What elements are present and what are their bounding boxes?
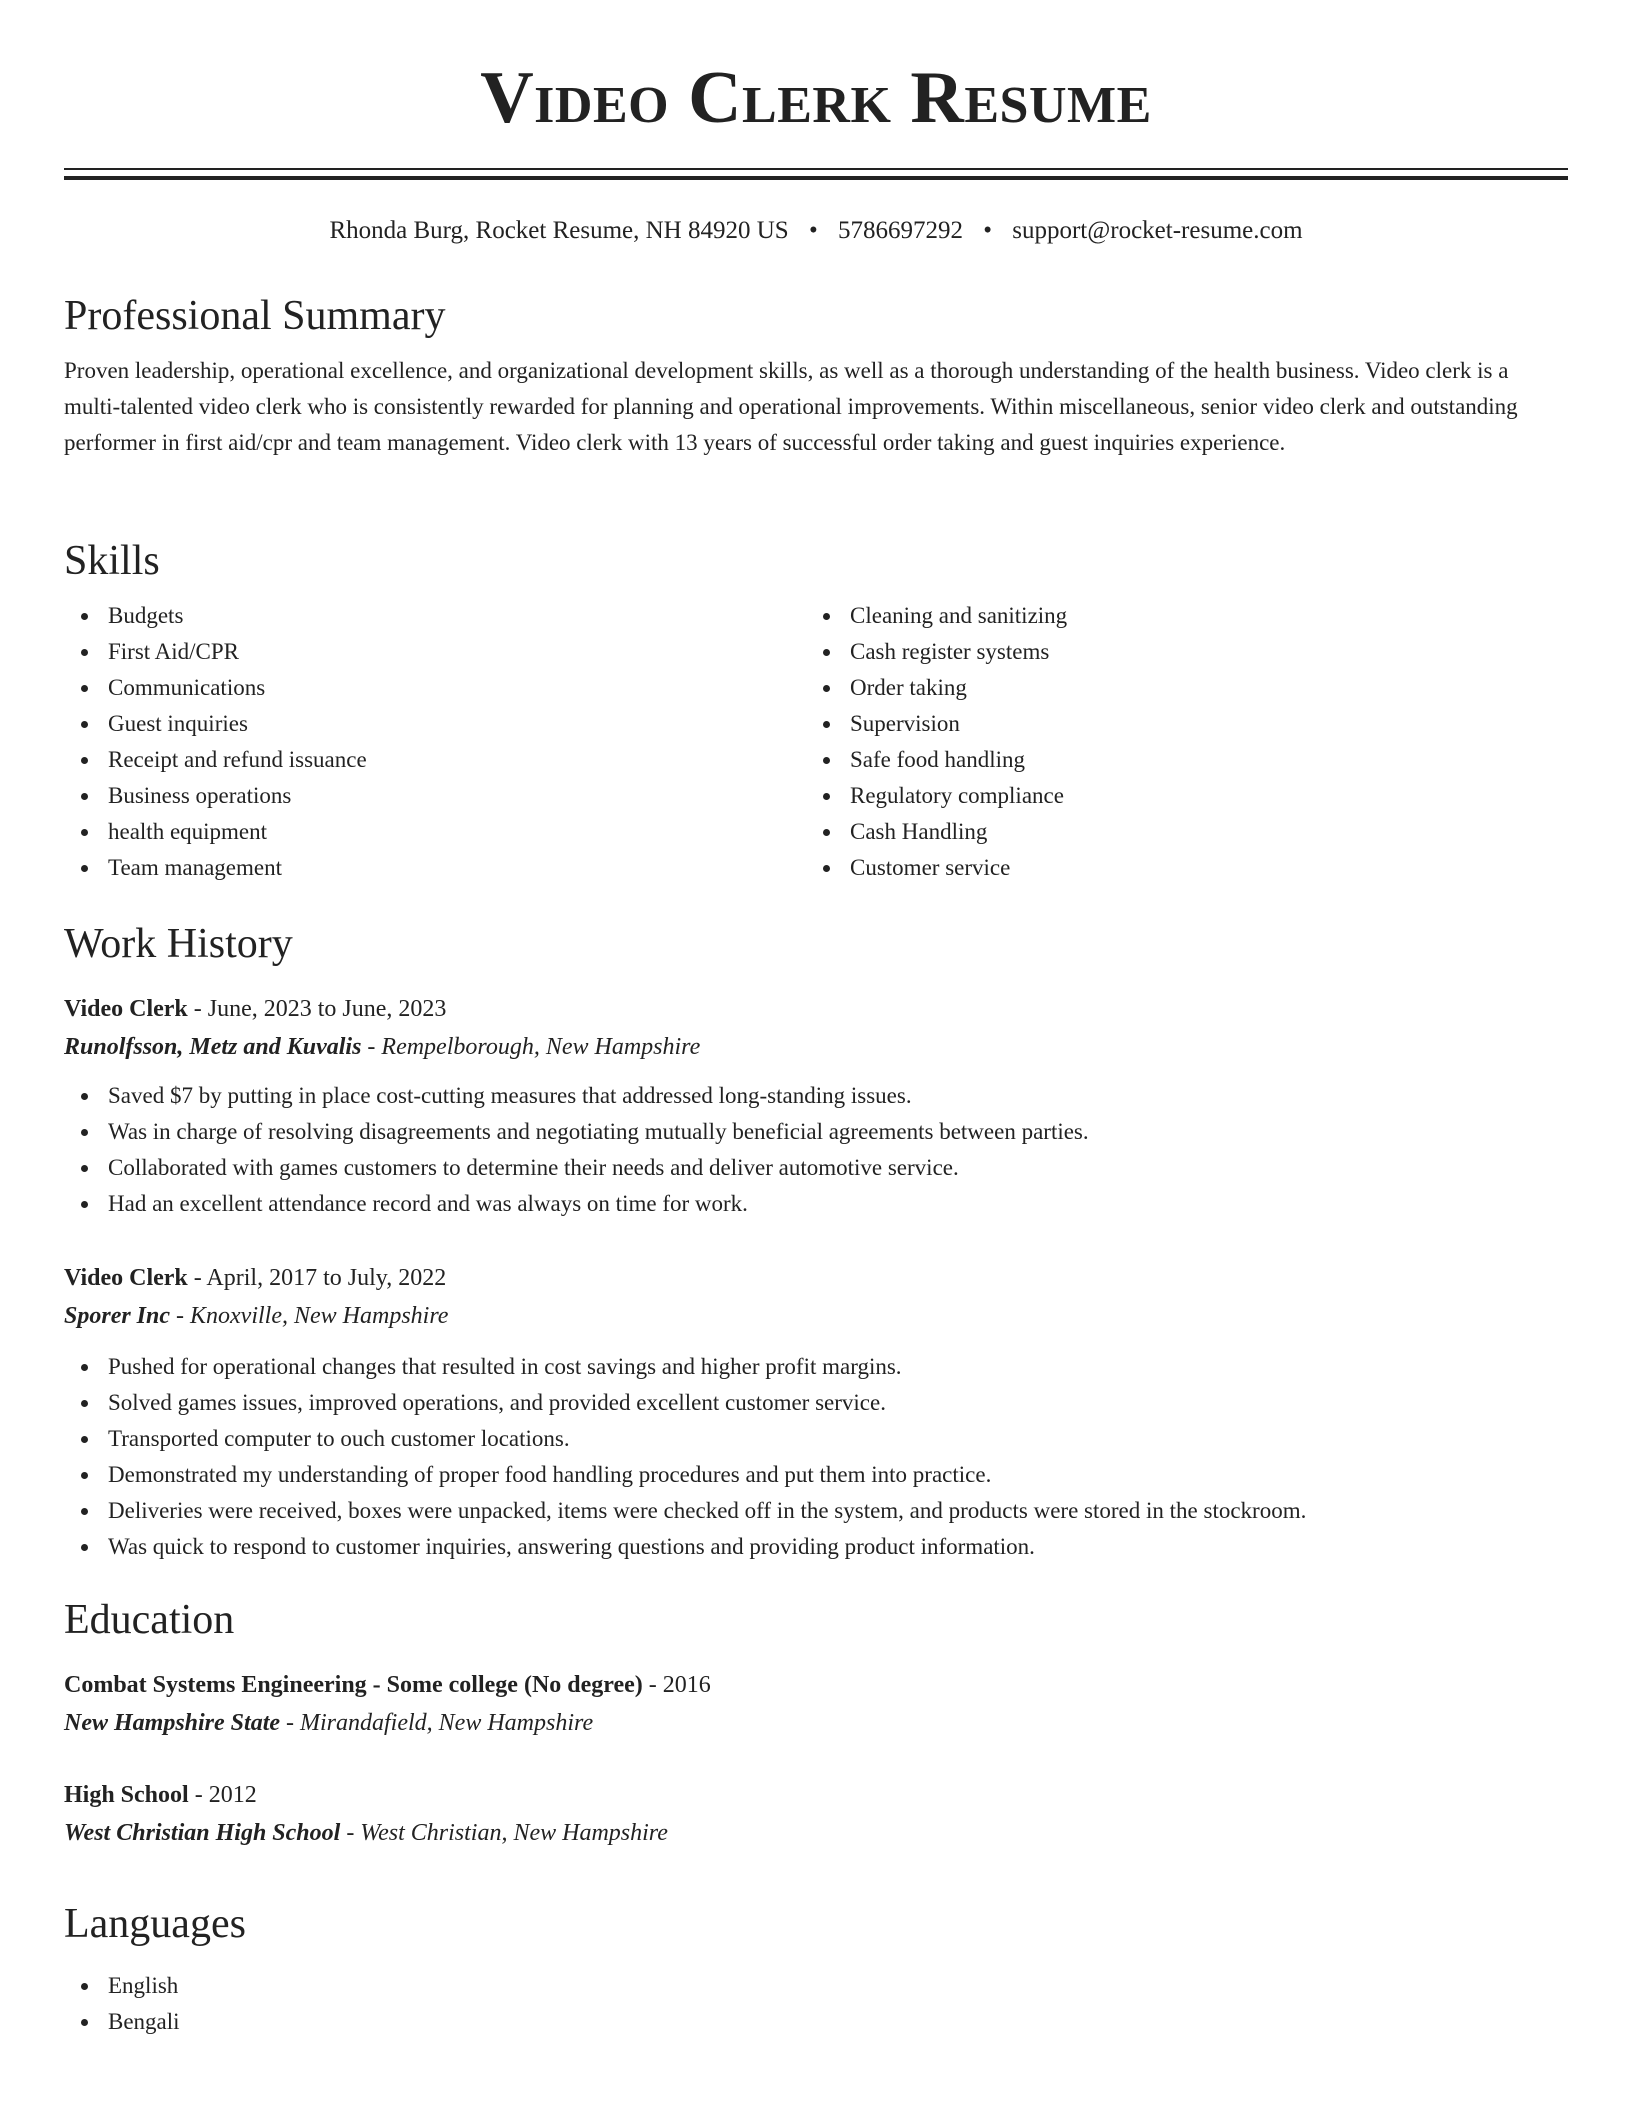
education-degree-line <box>64 1776 1568 1814</box>
education-heading: Education <box>64 1597 235 1643</box>
job-company-line <box>64 1028 1568 1066</box>
job-bullet: Was quick to respond to customer inquiries, answering questions and providing product information. <box>64 1529 1568 1565</box>
job-bullets <box>64 1078 1568 1222</box>
language-item: English <box>64 1968 1568 2004</box>
job-bullet: Was in charge of resolving disagreements and negotiating mutually beneficial agreements between parties. <box>64 1114 1568 1150</box>
languages-heading: Languages <box>64 1901 246 1947</box>
skill-item: Regulatory compliance <box>806 778 1548 814</box>
skill-item: Supervision <box>806 706 1548 742</box>
resume-page <box>64 0 1568 2034</box>
skills-column-left <box>64 598 806 886</box>
education-degree: High School <box>64 1782 189 1808</box>
education-location: - West Christian, New Hampshire <box>340 1820 668 1846</box>
resume-title: Video Clerk Resume <box>480 57 1152 139</box>
skill-item: Communications <box>64 670 806 706</box>
work-section <box>64 918 1568 970</box>
work-heading: Work History <box>64 921 293 967</box>
education-location: - Mirandafield, New Hampshire <box>280 1710 594 1736</box>
job-bullet: Saved $7 by putting in place cost-cutting measures that addressed long-standing issues. <box>64 1078 1568 1114</box>
skill-item: Order taking <box>806 670 1548 706</box>
skill-item: Receipt and refund issuance <box>64 742 806 778</box>
job-entry <box>64 990 1568 1222</box>
language-item: Bengali <box>64 2004 1568 2040</box>
skill-item: health equipment <box>64 814 806 850</box>
job-company-line <box>64 1297 1568 1335</box>
skill-item: Customer service <box>806 850 1548 886</box>
skill-item: Cleaning and sanitizing <box>806 598 1548 634</box>
job-company: Runolfsson, Metz and Kuvalis <box>64 1034 362 1060</box>
contact-address: Rhonda Burg, Rocket Resume, NH 84920 US <box>329 217 789 244</box>
education-entry <box>64 1776 1568 1852</box>
job-bullet: Transported computer to ouch customer locations. <box>64 1421 1568 1457</box>
job-title: Video Clerk <box>64 996 188 1022</box>
skills-section <box>64 535 1568 886</box>
job-title-line <box>64 1259 1568 1297</box>
job-entry <box>64 1259 1568 1565</box>
contact-line <box>64 214 1568 248</box>
education-entry <box>64 1666 1568 1742</box>
job-bullet: Deliveries were received, boxes were unpacked, items were checked off in the system, and products were stored in the stockroom. <box>64 1493 1568 1529</box>
title-divider-thick <box>64 176 1568 180</box>
education-year: - 2016 <box>642 1672 711 1698</box>
contact-separator: • <box>808 217 818 244</box>
job-bullet: Had an excellent attendance record and was always on time for work. <box>64 1186 1568 1222</box>
skill-item: Business operations <box>64 778 806 814</box>
education-school-line <box>64 1704 1568 1742</box>
job-bullets <box>64 1349 1568 1565</box>
job-bullet: Collaborated with games customers to determine their needs and deliver automotive service. <box>64 1150 1568 1186</box>
job-bullet: Demonstrated my understanding of proper food handling procedures and put them into practice. <box>64 1457 1568 1493</box>
languages-list <box>64 1968 1568 2040</box>
job-company: Sporer Inc <box>64 1303 171 1329</box>
education-degree-line <box>64 1666 1568 1704</box>
job-dates: - June, 2023 to June, 2023 <box>187 996 447 1022</box>
job-title-line <box>64 990 1568 1028</box>
job-bullet: Solved games issues, improved operations, and provided excellent customer service. <box>64 1385 1568 1421</box>
skill-item: Team management <box>64 850 806 886</box>
education-year: - 2012 <box>188 1782 257 1808</box>
skill-item: Guest inquiries <box>64 706 806 742</box>
job-dates: - April, 2017 to July, 2022 <box>187 1265 447 1291</box>
summary-heading: Professional Summary <box>64 293 446 339</box>
summary-text: Proven leadership, operational excellence, and organizational development skills, as well as a thorough understanding of the health business. Video clerk is a multi-talented video clerk who is consistently rewarded for planning and operational improvements. Within miscellaneous, senior video clerk and outstanding performer in first aid/cpr and team management. Video clerk with 13 years of successful order taking and guest inquiries experience. <box>64 358 1518 455</box>
skill-item: First Aid/CPR <box>64 634 806 670</box>
languages-section <box>64 1898 1568 2040</box>
education-school: New Hampshire State <box>64 1710 281 1736</box>
skill-item: Budgets <box>64 598 806 634</box>
skill-item: Safe food handling <box>806 742 1548 778</box>
education-degree: Combat Systems Engineering - Some college (No degree) <box>64 1672 643 1698</box>
job-title: Video Clerk <box>64 1265 188 1291</box>
contact-phone: 5786697292 <box>837 217 963 244</box>
education-school-line <box>64 1814 1568 1852</box>
education-school: West Christian High School <box>64 1820 341 1846</box>
job-location: - Rempelborough, New Hampshire <box>361 1034 701 1060</box>
summary-section <box>64 290 1568 461</box>
skill-item: Cash Handling <box>806 814 1548 850</box>
contact-separator: • <box>983 217 992 244</box>
education-section <box>64 1594 1568 1646</box>
title-divider-thin <box>64 168 1568 170</box>
skills-columns <box>64 598 1568 886</box>
job-bullet: Pushed for operational changes that resulted in cost savings and higher profit margins. <box>64 1349 1568 1385</box>
skills-column-right <box>806 598 1548 886</box>
skills-heading: Skills <box>64 538 160 584</box>
skill-item: Cash register systems <box>806 634 1548 670</box>
contact-email: support@rocket-resume.com <box>1012 217 1303 244</box>
job-location: - Knoxville, New Hampshire <box>170 1303 449 1329</box>
